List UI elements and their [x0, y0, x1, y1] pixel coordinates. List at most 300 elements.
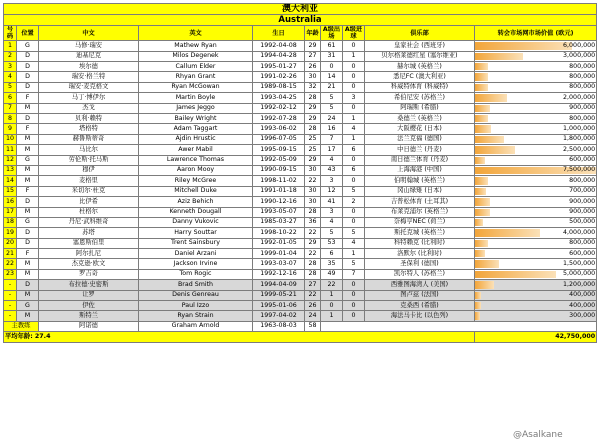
- coach-name-en: Graham Arnold: [139, 321, 253, 331]
- market-value-text: 800,000: [569, 114, 596, 122]
- player-dob: 1999-01-04: [253, 249, 305, 259]
- player-number: 7: [4, 103, 17, 113]
- player-age: 24: [305, 311, 321, 321]
- player-goals: 4: [343, 238, 365, 248]
- player-age: 30: [305, 72, 321, 82]
- market-value-text: 1,200,000: [563, 280, 596, 288]
- player-caps: 24: [321, 113, 343, 123]
- player-name-cn: 伊佐: [39, 301, 139, 311]
- player-caps: 3: [321, 207, 343, 217]
- player-dob: 1985-03-27: [253, 217, 305, 227]
- player-age: 27: [305, 51, 321, 61]
- player-age: 28: [305, 124, 321, 134]
- player-number: 20: [4, 238, 17, 248]
- player-row: [4, 259, 597, 269]
- player-caps: 17: [321, 145, 343, 155]
- player-name-en: Brad Smith: [139, 280, 253, 290]
- market-value-bar: [475, 84, 488, 91]
- player-row: [4, 62, 597, 72]
- player-number: -: [4, 280, 17, 290]
- player-position: D: [17, 72, 39, 82]
- header-dob: 生日: [253, 26, 305, 41]
- market-value-text: 900,000: [569, 208, 596, 216]
- coach-label: 主教练: [4, 321, 39, 331]
- player-goals: 0: [343, 217, 365, 227]
- player-goals: 0: [343, 82, 365, 92]
- player-name-cn: 杰克逊·欧文: [39, 259, 139, 269]
- player-name-en: Callum Elder: [139, 62, 253, 72]
- player-dob: 1994-04-09: [253, 280, 305, 290]
- player-row: [4, 197, 597, 207]
- player-position: D: [17, 197, 39, 207]
- player-dob: 1992-07-28: [253, 113, 305, 123]
- player-dob: 1991-01-18: [253, 186, 305, 196]
- player-club: 桑德兰 (英格兰): [365, 113, 475, 123]
- player-position: D: [17, 51, 39, 61]
- player-market-value: [475, 269, 597, 279]
- player-position: G: [17, 217, 39, 227]
- player-row: [4, 145, 597, 155]
- player-row: [4, 290, 597, 300]
- market-value-text: 600,000: [569, 249, 596, 257]
- market-value-text: 800,000: [569, 72, 596, 80]
- player-club: 凯尔特人 (苏格兰): [365, 269, 475, 279]
- player-number: 16: [4, 197, 17, 207]
- player-goals: 1: [343, 113, 365, 123]
- player-name-en: Mathew Ryan: [139, 41, 253, 51]
- player-row: [4, 238, 597, 248]
- player-position: M: [17, 290, 39, 300]
- market-value-text: 800,000: [569, 62, 596, 70]
- player-number: 21: [4, 249, 17, 259]
- player-name-cn: 斯特兰: [39, 311, 139, 321]
- player-name-cn: 马修·瑞安: [39, 41, 139, 51]
- player-club: 皇家社会 (西班牙): [365, 41, 475, 51]
- market-value-text: 900,000: [569, 104, 596, 112]
- player-name-en: Milos Degenek: [139, 51, 253, 61]
- market-value-text: 700,000: [569, 187, 596, 195]
- market-value-bar: [475, 312, 480, 319]
- market-value-text: 600,000: [569, 156, 596, 164]
- coach-age: 58: [305, 321, 321, 331]
- player-number: 9: [4, 124, 17, 134]
- market-value-bar: [475, 209, 490, 216]
- player-row: [4, 124, 597, 134]
- player-market-value: [475, 249, 597, 259]
- player-club: 圣保利 (德国): [365, 259, 475, 269]
- player-market-value: [475, 165, 597, 175]
- market-value-bar: [475, 188, 486, 195]
- player-club: 上海海港 (中国): [365, 165, 475, 175]
- title-row: [4, 4, 597, 15]
- player-number: 10: [4, 134, 17, 144]
- player-market-value: [475, 145, 597, 155]
- player-goals: 0: [343, 311, 365, 321]
- player-market-value: [475, 176, 597, 186]
- player-name-en: Danny Vukovic: [139, 217, 253, 227]
- average-age-label: 平均年龄:: [5, 332, 33, 340]
- player-position: D: [17, 280, 39, 290]
- player-position: F: [17, 124, 39, 134]
- player-name-en: Kenneth Dougall: [139, 207, 253, 217]
- player-goals: 0: [343, 62, 365, 72]
- player-club: 大阪樱花 (日本): [365, 124, 475, 134]
- player-club: 阿瑞斯 (希腊): [365, 103, 475, 113]
- player-club: 西雅图海湾人 (美国): [365, 280, 475, 290]
- player-market-value: [475, 259, 597, 269]
- header-row: [4, 26, 597, 41]
- player-goals: 4: [343, 124, 365, 134]
- player-number: 5: [4, 82, 17, 92]
- player-goals: 0: [343, 72, 365, 82]
- player-market-value: [475, 228, 597, 238]
- player-dob: 1993-06-02: [253, 124, 305, 134]
- player-name-cn: 罗吉奇: [39, 269, 139, 279]
- player-age: 30: [305, 186, 321, 196]
- market-value-text: 800,000: [569, 239, 596, 247]
- player-age: 22: [305, 176, 321, 186]
- header-cn: 中文: [39, 26, 139, 41]
- player-number: 18: [4, 217, 17, 227]
- player-age: 22: [305, 228, 321, 238]
- player-dob: 1989-08-15: [253, 82, 305, 92]
- player-name-cn: 布拉德·史密斯: [39, 280, 139, 290]
- market-value-bar: [475, 260, 499, 267]
- player-name-cn: 贝利·赖特: [39, 113, 139, 123]
- player-position: M: [17, 269, 39, 279]
- market-value-text: 300,000: [569, 311, 596, 319]
- market-value-text: 3,000,000: [563, 52, 596, 60]
- player-dob: 1998-10-22: [253, 228, 305, 238]
- average-age-cell: [4, 332, 475, 342]
- player-row: [4, 207, 597, 217]
- player-position: D: [17, 238, 39, 248]
- market-value-text: 1,500,000: [563, 260, 596, 267]
- market-value-text: 6,000,000: [563, 41, 596, 49]
- player-position: F: [17, 186, 39, 196]
- player-dob: 1999-05-21: [253, 290, 305, 300]
- player-name-en: Martin Boyle: [139, 93, 253, 103]
- player-club: 吉普松体育 (土耳其): [365, 197, 475, 207]
- player-name-cn: 丹尼·武科维奇: [39, 217, 139, 227]
- player-name-cn: 麦格里: [39, 176, 139, 186]
- player-caps: 5: [321, 228, 343, 238]
- player-caps: 31: [321, 51, 343, 61]
- player-club: 中日德兰 (丹麦): [365, 145, 475, 155]
- player-dob: 1994-04-28: [253, 51, 305, 61]
- market-value-text: 4,000,000: [563, 228, 596, 236]
- market-value-bar: [475, 125, 491, 132]
- player-name-cn: 赫鲁斯蒂奇: [39, 134, 139, 144]
- market-value-text: 2,500,000: [563, 145, 596, 153]
- player-row: [4, 155, 597, 165]
- market-value-text: 400,000: [569, 291, 596, 299]
- player-caps: 1: [321, 290, 343, 300]
- player-dob: 1992-04-08: [253, 41, 305, 51]
- player-goals: 0: [343, 41, 365, 51]
- player-market-value: [475, 72, 597, 82]
- player-row: [4, 72, 597, 82]
- market-value-bar: [475, 271, 556, 278]
- player-caps: 41: [321, 197, 343, 207]
- player-dob: 1991-02-26: [253, 72, 305, 82]
- player-name-cn: 苏塔: [39, 228, 139, 238]
- subtitle-row: [4, 15, 597, 26]
- player-age: 28: [305, 207, 321, 217]
- market-value-text: 800,000: [569, 83, 596, 91]
- player-market-value: [475, 124, 597, 134]
- player-position: M: [17, 165, 39, 175]
- player-number: 19: [4, 228, 17, 238]
- sheet-title: 澳大利亚: [4, 4, 597, 15]
- footer-row: [4, 332, 597, 342]
- player-caps: 7: [321, 134, 343, 144]
- player-caps: 5: [321, 103, 343, 113]
- header-caps: A级出场: [321, 26, 343, 41]
- player-club: 法兰克福 (德国): [365, 134, 475, 144]
- player-position: D: [17, 82, 39, 92]
- player-market-value: [475, 93, 597, 103]
- player-number: 1: [4, 41, 17, 51]
- player-caps: 22: [321, 280, 343, 290]
- player-name-en: Lawrence Thomas: [139, 155, 253, 165]
- player-name-cn: 杰戈: [39, 103, 139, 113]
- player-club: 图卢兹 (法国): [365, 290, 475, 300]
- player-age: 36: [305, 217, 321, 227]
- squad-table: [3, 3, 597, 343]
- player-dob: 1990-09-15: [253, 165, 305, 175]
- coach-dob: 1963-08-03: [253, 321, 305, 331]
- player-position: D: [17, 62, 39, 72]
- header-age: 年龄: [305, 26, 321, 41]
- player-row: [4, 176, 597, 186]
- player-market-value: [475, 207, 597, 217]
- player-club: 洛默尔 (比利时): [365, 249, 475, 259]
- player-caps: 12: [321, 186, 343, 196]
- player-age: 27: [305, 280, 321, 290]
- player-club: 悉尼FC (澳大利亚): [365, 72, 475, 82]
- player-position: M: [17, 176, 39, 186]
- player-row: [4, 41, 597, 51]
- player-caps: 49: [321, 269, 343, 279]
- player-club: 布莱克浦尔 (英格兰): [365, 207, 475, 217]
- sheet-subtitle: Australia: [4, 15, 597, 26]
- player-club: 贝尔格莱德红星 (塞尔维亚): [365, 51, 475, 61]
- player-goals: 5: [343, 228, 365, 238]
- market-value-bar: [475, 94, 507, 101]
- player-caps: 5: [321, 93, 343, 103]
- header-value: 转会市场网市场价值 (欧元): [475, 26, 597, 41]
- market-value-bar: [475, 281, 494, 288]
- player-goals: 3: [343, 93, 365, 103]
- player-caps: 1: [321, 311, 343, 321]
- player-caps: 4: [321, 155, 343, 165]
- player-club: 科特赖克 (比利时): [365, 238, 475, 248]
- player-dob: 1993-03-07: [253, 259, 305, 269]
- player-position: F: [17, 249, 39, 259]
- player-market-value: [475, 197, 597, 207]
- player-dob: 1995-01-06: [253, 301, 305, 311]
- player-market-value: [475, 311, 597, 321]
- player-dob: 1995-09-15: [253, 145, 305, 155]
- player-name-cn: 马丁·博伊尔: [39, 93, 139, 103]
- market-value-bar: [475, 229, 540, 236]
- player-goals: 1: [343, 249, 365, 259]
- player-row: [4, 311, 597, 321]
- player-row: [4, 269, 597, 279]
- player-goals: 0: [343, 301, 365, 311]
- coach-name-cn: 阿诺德: [39, 321, 139, 331]
- player-row: [4, 93, 597, 103]
- player-name-en: Trent Sainsbury: [139, 238, 253, 248]
- market-value-bar: [475, 146, 515, 153]
- player-row: [4, 228, 597, 238]
- player-name-cn: 阿尔扎尼: [39, 249, 139, 259]
- player-market-value: [475, 290, 597, 300]
- market-value-bar: [475, 63, 488, 70]
- market-value-text: 900,000: [569, 197, 596, 205]
- player-goals: 0: [343, 176, 365, 186]
- player-name-cn: 杜格尔: [39, 207, 139, 217]
- player-name-cn: 埃尔德: [39, 62, 139, 72]
- player-number: 2: [4, 51, 17, 61]
- player-name-en: Ryan Strain: [139, 311, 253, 321]
- player-position: M: [17, 311, 39, 321]
- player-dob: 1997-04-02: [253, 311, 305, 321]
- market-value-bar: [475, 73, 488, 80]
- player-row: [4, 165, 597, 175]
- player-position: D: [17, 228, 39, 238]
- player-name-en: Harry Souttar: [139, 228, 253, 238]
- player-row: [4, 82, 597, 92]
- player-name-en: Ryan McGowan: [139, 82, 253, 92]
- player-position: G: [17, 41, 39, 51]
- player-age: 26: [305, 301, 321, 311]
- total-market-value: 42,750,000: [475, 332, 597, 342]
- market-value-bar: [475, 240, 488, 247]
- player-caps: 4: [321, 217, 343, 227]
- market-value-text: 7,500,000: [563, 166, 596, 174]
- player-name-cn: 瑞安·麦克格文: [39, 82, 139, 92]
- player-club: 奈梅亨NEC (荷兰): [365, 217, 475, 227]
- player-dob: 1990-12-16: [253, 197, 305, 207]
- player-name-cn: 穆伊: [39, 165, 139, 175]
- player-number: 17: [4, 207, 17, 217]
- player-age: 29: [305, 113, 321, 123]
- player-position: M: [17, 134, 39, 144]
- player-row: [4, 217, 597, 227]
- player-number: 4: [4, 72, 17, 82]
- market-value-bar: [475, 250, 485, 257]
- player-goals: 7: [343, 269, 365, 279]
- player-name-en: Adam Taggart: [139, 124, 253, 134]
- player-name-en: Aziz Behich: [139, 197, 253, 207]
- player-name-en: James Jeggo: [139, 103, 253, 113]
- player-dob: 1995-01-27: [253, 62, 305, 72]
- player-club: 希伯尼安 (苏格兰): [365, 93, 475, 103]
- player-name-cn: 马比尔: [39, 145, 139, 155]
- player-position: M: [17, 103, 39, 113]
- player-position: M: [17, 145, 39, 155]
- player-name-en: Mitchell Duke: [139, 186, 253, 196]
- player-name-cn: 塔格特: [39, 124, 139, 134]
- player-age: 25: [305, 145, 321, 155]
- player-row: [4, 280, 597, 290]
- player-name-en: Rhyan Grant: [139, 72, 253, 82]
- player-dob: 1998-11-02: [253, 176, 305, 186]
- player-goals: 0: [343, 290, 365, 300]
- player-name-en: Aaron Mooy: [139, 165, 253, 175]
- player-caps: 43: [321, 165, 343, 175]
- market-value-text: 1,000,000: [563, 124, 596, 132]
- player-age: 29: [305, 155, 321, 165]
- player-market-value: [475, 217, 597, 227]
- player-goals: 1: [343, 51, 365, 61]
- squad-sheet: [3, 3, 596, 436]
- player-dob: 1992-01-05: [253, 238, 305, 248]
- player-market-value: [475, 62, 597, 72]
- market-value-text: 500,000: [569, 218, 596, 226]
- player-name-cn: 劳伦斯·托马斯: [39, 155, 139, 165]
- player-club: 赫尔城 (英格兰): [365, 62, 475, 72]
- player-age: 30: [305, 165, 321, 175]
- player-goals: 0: [343, 207, 365, 217]
- market-value-bar: [475, 105, 490, 112]
- player-dob: 1992-02-12: [253, 103, 305, 113]
- player-caps: 0: [321, 301, 343, 311]
- player-caps: 35: [321, 259, 343, 269]
- player-name-en: Paul Izzo: [139, 301, 253, 311]
- player-club: 海法马卡比 (以色列): [365, 311, 475, 321]
- player-caps: 16: [321, 124, 343, 134]
- player-market-value: [475, 103, 597, 113]
- player-dob: 1993-04-25: [253, 93, 305, 103]
- header-no: 号码: [4, 26, 17, 41]
- player-club: 冈山绿雉 (日本): [365, 186, 475, 196]
- player-row: [4, 134, 597, 144]
- player-goals: 5: [343, 259, 365, 269]
- market-value-bar: [475, 292, 481, 299]
- player-club: 科威特体育 (科威特): [365, 82, 475, 92]
- player-age: 25: [305, 134, 321, 144]
- market-value-text: 1,800,000: [563, 135, 596, 143]
- player-name-cn: 瑞安·格兰特: [39, 72, 139, 82]
- player-name-en: Riley McGree: [139, 176, 253, 186]
- player-row: [4, 186, 597, 196]
- player-name-en: Jackson Irvine: [139, 259, 253, 269]
- player-age: 29: [305, 41, 321, 51]
- player-number: 11: [4, 145, 17, 155]
- player-club: 克桑西 (希腊): [365, 301, 475, 311]
- player-name-en: Ajdin Hrustic: [139, 134, 253, 144]
- player-age: 22: [305, 290, 321, 300]
- player-club: 南日德兰体育 (丹麦): [365, 155, 475, 165]
- player-market-value: [475, 82, 597, 92]
- player-goals: 6: [343, 145, 365, 155]
- player-name-en: Denis Genreau: [139, 290, 253, 300]
- player-market-value: [475, 301, 597, 311]
- header-en: 英文: [139, 26, 253, 41]
- player-number: 23: [4, 269, 17, 279]
- player-name-en: Daniel Arzani: [139, 249, 253, 259]
- player-dob: 1993-05-07: [253, 207, 305, 217]
- average-age-value: 27.4: [34, 332, 51, 340]
- player-goals: 1: [343, 134, 365, 144]
- player-market-value: [475, 155, 597, 165]
- player-row: [4, 301, 597, 311]
- player-caps: 6: [321, 249, 343, 259]
- player-market-value: [475, 186, 597, 196]
